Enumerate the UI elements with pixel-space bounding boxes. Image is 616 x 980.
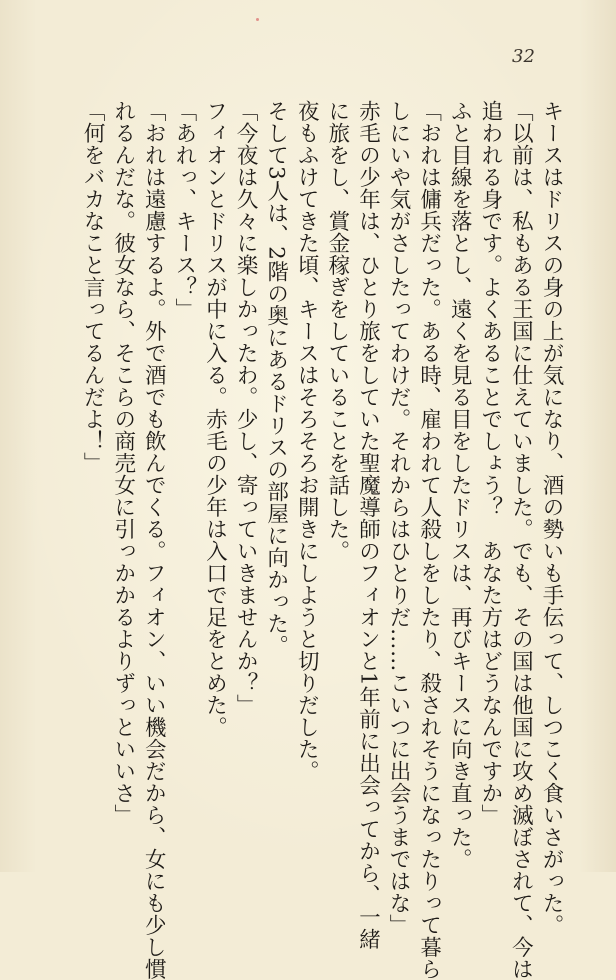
- text-line: に旅をし、賞金稼ぎをしていることを話した。: [324, 100, 350, 562]
- text-line: 夜もふけてきた頃、キースはそろそろお開きにしようと切りだした。: [294, 100, 320, 782]
- text-line: そして3人は、2階の奥にあるドリスの部屋に向かった。: [263, 100, 289, 657]
- text-line: キースはドリスの身の上が気になり、酒の勢いも手伝って、しつこく食いさがった。: [539, 100, 564, 936]
- text-line: 「以前は、私もある王国に仕えていました。でも、その国は他国に攻め滅ぼされて、今は: [508, 100, 534, 980]
- text-line: 「おれは傭兵だった。ある時、雇われて人殺しをしたり、殺されそうになったりって暮ら: [416, 100, 442, 980]
- text-line: 追われる身です。よくあることでしょう？ あなた方はどうなんですか」: [477, 100, 503, 826]
- page-number: 32: [512, 46, 535, 67]
- text-line: 赤毛の少年は、ひとり旅をしていた聖魔導師のフィオンと1年前に出会ってから、一緒: [355, 100, 381, 951]
- text-line: しにいや気がさしたってわけだ。それからはひとりだ……こいつに出会うまではな」: [386, 100, 412, 936]
- ink-speck: [256, 18, 259, 21]
- text-line: 「何をバカなこと言ってるんだよ！」: [80, 100, 106, 474]
- text-line: 「おれは遠慮するよ。外で酒でも飲んでくる。フィオン、いい機会だから、女にも少し慣: [141, 100, 167, 980]
- text-line: れるんだな。彼女なら、そこらの商売女に引っかかるよりずっといいさ」: [110, 100, 136, 826]
- vertical-text-body: [77, 100, 567, 980]
- text-line: ふと目線を落とし、遠くを見る目をしたドリスは、再びキースに向き直った。: [447, 100, 473, 870]
- text-line: 「今夜は久々に楽しかったわ。少し、寄っていきませんか？」: [233, 100, 259, 716]
- text-line: フィオンとドリスが中に入る。赤毛の少年は入口で足をとめた。: [202, 100, 228, 738]
- text-line: 「あれっ、キース？」: [171, 100, 197, 320]
